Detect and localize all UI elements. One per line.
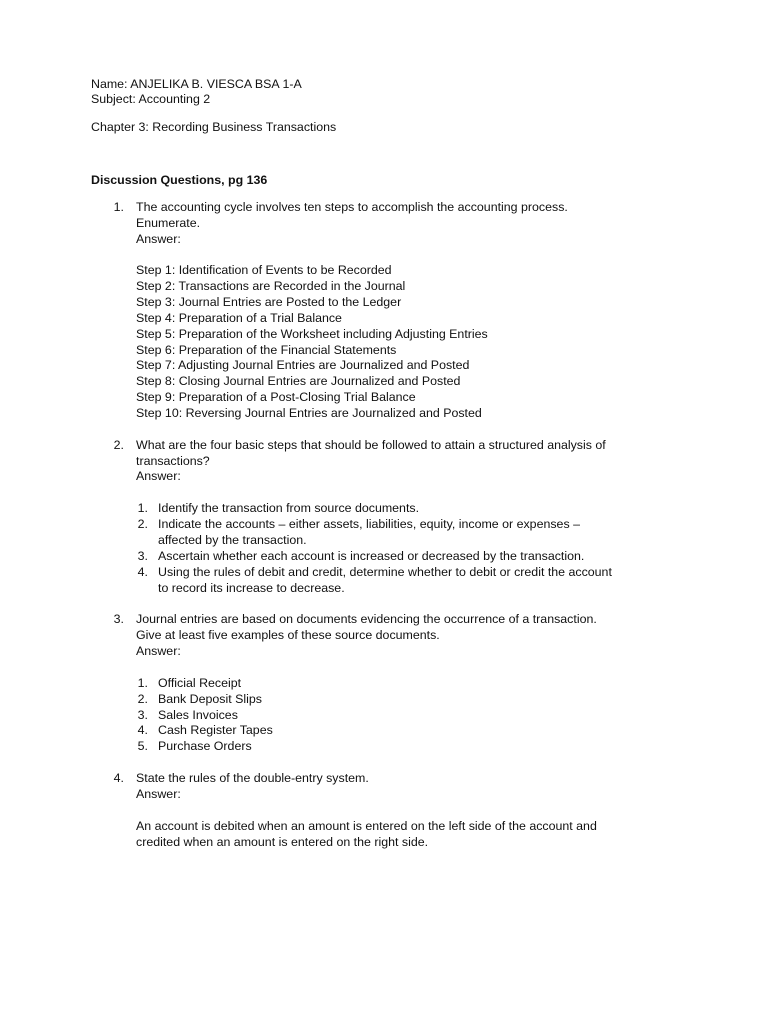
list-item-text: Official Receipt (158, 676, 242, 690)
list-item-number: 2. (137, 517, 148, 531)
step-line: Step 4: Preparation of a Trial Balance (136, 311, 342, 325)
list-item-text: Cash Register Tapes (158, 723, 273, 737)
answer-text: credited when an amount is entered on the right side. (136, 835, 429, 849)
question-number: 3. (113, 612, 124, 626)
question-number: 2. (113, 438, 124, 452)
answer-label: Answer: (136, 469, 181, 483)
subject-line: Subject: Accounting 2 (91, 92, 211, 106)
step-line: Step 3: Journal Entries are Posted to the Ledger (136, 295, 402, 309)
list-item-number: 4. (137, 723, 148, 737)
answer-text: An account is debited when an amount is entered on the left side of the account and (136, 819, 597, 833)
step-line: Step 5: Preparation of the Worksheet including Adjusting Entries (136, 327, 488, 341)
question-number: 4. (113, 771, 124, 785)
list-item-number: 1. (137, 501, 148, 515)
list-item-number: 5. (137, 739, 148, 753)
answer-label: Answer: (136, 644, 181, 658)
step-line: Step 6: Preparation of the Financial Statements (136, 343, 397, 357)
section-title: Discussion Questions, pg 136 (91, 173, 268, 187)
chapter-line: Chapter 3: Recording Business Transactions (91, 120, 337, 134)
list-item-text: to record its increase to decrease. (158, 581, 345, 595)
answer-label: Answer: (136, 232, 181, 246)
list-item-text: Using the rules of debit and credit, determine whether to debit or credit the account (158, 565, 612, 579)
list-item-text: Purchase Orders (158, 739, 252, 753)
step-line: Step 2: Transactions are Recorded in the Journal (136, 279, 406, 293)
question-text: Journal entries are based on documents evidencing the occurrence of a transaction. (136, 612, 597, 626)
question-text: What are the four basic steps that should be followed to attain a structured analysis of (136, 438, 606, 452)
question-number: 1. (113, 200, 124, 214)
question-text: State the rules of the double-entry system. (136, 771, 369, 785)
list-item-number: 3. (137, 549, 148, 563)
answer-label: Answer: (136, 787, 181, 801)
student-name-line: Name: ANJELIKA B. VIESCA BSA 1-A (91, 77, 302, 91)
list-item-text: Indicate the accounts – either assets, liabilities, equity, income or expenses – (158, 517, 580, 531)
list-item-number: 3. (137, 708, 148, 722)
list-item-number: 4. (137, 565, 148, 579)
list-item-text: Bank Deposit Slips (158, 692, 262, 706)
question-text: transactions? (136, 454, 210, 468)
list-item-text: affected by the transaction. (158, 533, 307, 547)
step-line: Step 1: Identification of Events to be Recorded (136, 263, 392, 277)
question-text: Enumerate. (136, 216, 201, 230)
list-item-text: Sales Invoices (158, 708, 238, 722)
list-item-text: Ascertain whether each account is increased or decreased by the transaction. (158, 549, 585, 563)
step-line: Step 10: Reversing Journal Entries are Journalized and Posted (136, 406, 482, 420)
step-line: Step 7: Adjusting Journal Entries are Journalized and Posted (136, 358, 470, 372)
step-line: Step 9: Preparation of a Post-Closing Trial Balance (136, 390, 416, 404)
list-item-number: 1. (137, 676, 148, 690)
step-line: Step 8: Closing Journal Entries are Journalized and Posted (136, 374, 461, 388)
question-text: Give at least five examples of these source documents. (136, 628, 440, 642)
list-item-number: 2. (137, 692, 148, 706)
list-item-text: Identify the transaction from source documents. (158, 501, 420, 515)
question-text: The accounting cycle involves ten steps to accomplish the accounting process. (136, 200, 568, 214)
